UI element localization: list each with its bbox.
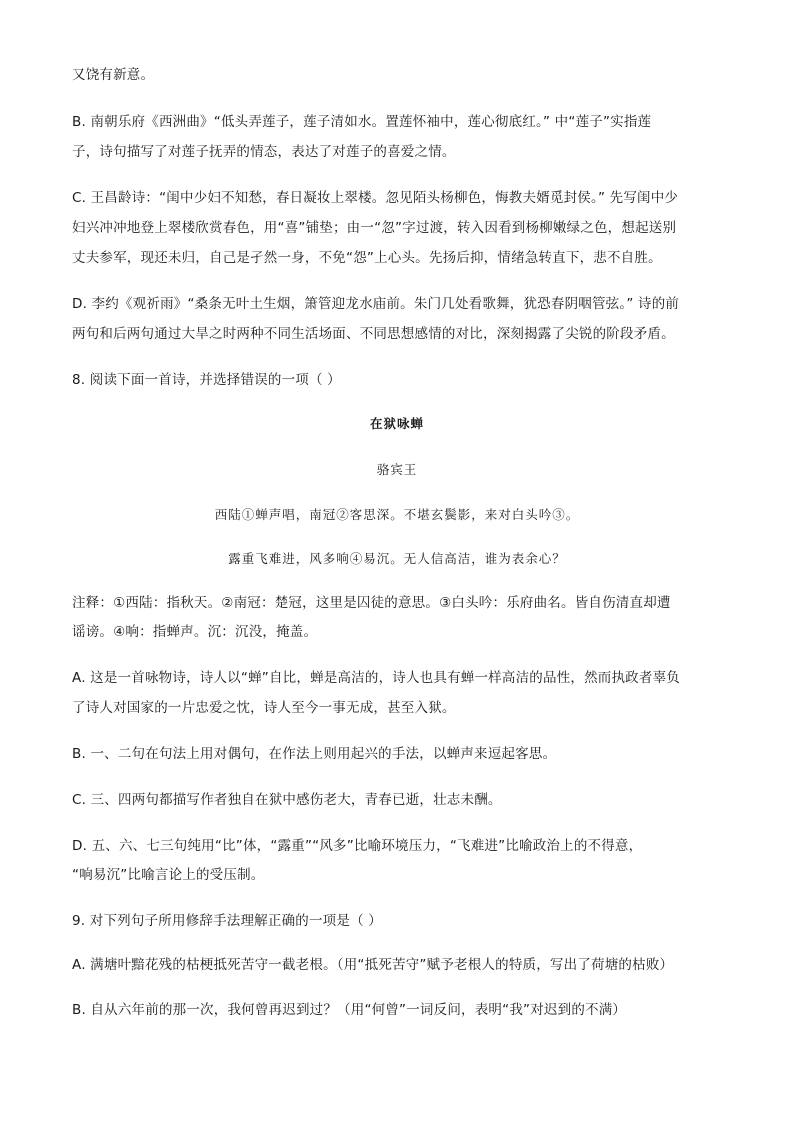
option-b-text: B. 一、二句在句法上用对偶句，在作法上则用起兴的手法，以蝉声来逗起客思。 (72, 746, 557, 762)
option-d-text: D. 李约《观祈雨》“桑条无叶土生烟，箫管迎龙水庙前。朱门几处看歌舞，犹恐春阴咽管弦。” 诗的前 (72, 296, 680, 312)
option-c-text: C. 三、四两句都描写作者独自在狱中感伤老大，青春已逝，壮志未酬。 (72, 792, 502, 808)
text-line: 妇兴冲冲地登上翠楼欣赏春色，用“喜”铺垫；由一“忽”字过渡，转入因看到杨柳嫩绿之色，想起送别 (72, 220, 677, 236)
text-line: 丈夫参军，现还未归，自己是孑然一身，不免“怨”上心头。先扬后抑，情绪急转直下，悲不自胜。 (72, 250, 662, 266)
poem-line-1: 西陆①蝉声唱，南冠②客思深。不堪玄鬓影，来对白头吟③。 (214, 507, 580, 522)
text-line: “响易沉”比喻言论上的受压制。 (72, 867, 265, 883)
text-line: 又饶有新意。 (72, 67, 155, 83)
text-line: 了诗人对国家的一片忠爱之忱，诗人至今一事无成，甚至入狱。 (72, 700, 456, 716)
question-9-stem: 9. 对下列句子所用修辞手法理解正确的一项是（ ） (72, 913, 382, 929)
option-a-text: A. 这是一首咏物诗，诗人以“蝉”自比，蝉是高洁的，诗人也具有蝉一样高洁的品性，然而执政者辜负 (72, 670, 680, 686)
option-a-text: A. 满塘叶黯花残的枯梗抵死苦守一截老根。（用“抵死苦守”赋予老根人的特质，写出了荷塘的枯败） (72, 957, 674, 973)
poem-author: 骆宾王 (376, 462, 418, 477)
option-b-text: B. 南朝乐府《西洲曲》“低头弄莲子，莲子清如水。置莲怀袖中，莲心彻底红。” 中“莲子”实指莲 (72, 114, 652, 130)
option-c-text: C. 王昌龄诗：“闺中少妇不知愁，春日凝妆上翠楼。忽见陌头杨柳色，悔教夫婿觅封侯。” 先写闺中少 (72, 190, 679, 206)
text-line: 子，诗句描写了对莲子抚弄的情态，表达了对莲子的喜爱之情。 (72, 144, 456, 160)
question-8-stem: 8. 阅读下面一首诗，并选择错误的一项（ ） (72, 372, 341, 388)
poem-title: 在狱咏蝉 (369, 416, 424, 431)
option-b-text: B. 自从六年前的那一次，我何曾再迟到过？（用“何曾”一词反问，表明“我”对迟到的不满） (72, 1002, 627, 1018)
option-d-text: D. 五、六、七三句纯用“比”体，“露重”“风多”比喻环境压力，“飞难进”比喻政治上的不得意， (72, 838, 643, 854)
text-line: 两句和后两句通过大旱之时两种不同生活场面、不同思想感情的对比，深刻揭露了尖锐的阶段矛盾。 (72, 326, 675, 342)
annotation-text: 注释：①西陆：指秋天。②南冠：楚冠，这里是囚徒的意思。③白头吟：乐府曲名。皆自伤清直却遭 (72, 595, 671, 611)
text-line: 谣谤。④响：指蝉声。沉：沉没，掩盖。 (72, 624, 318, 640)
poem-line-2: 露重飞难进，风多响④易沉。无人信高洁，谁为表余心？ (228, 551, 566, 566)
